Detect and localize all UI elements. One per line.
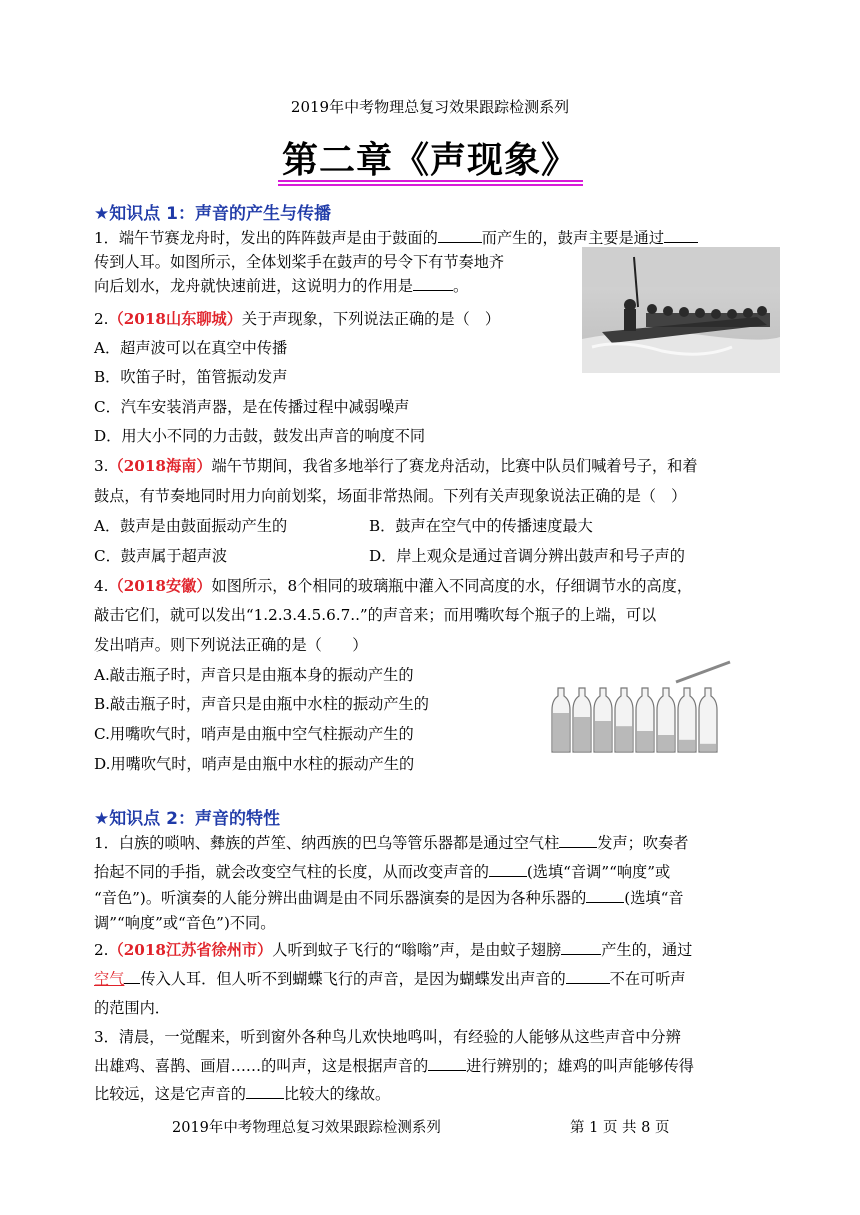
bottle [678, 688, 696, 752]
answer-blank[interactable] [413, 276, 453, 291]
q4-stem: 敲击它们，就可以发出“1.2.3.4.5.6.7..”的声音来；而用嘴吹每个瓶子的上端，可以 [94, 606, 657, 624]
q4-option[interactable]: A.敲击瓶子时，声音只是由瓶本身的振动产生的 [94, 666, 414, 684]
answer-blank[interactable] [489, 862, 527, 877]
s2-q1-line: 调”“响度”或“音色”)不同。 [94, 914, 276, 932]
s2-q1-line: 抬起不同的手指，就会改变空气柱的长度，从而改变声音的 (选填“音调”“响度”或 [94, 863, 671, 881]
footer-title: 2019年中考物理总复习效果跟踪检测系列 [172, 1120, 441, 1136]
answer-blank[interactable] [428, 1056, 466, 1071]
q4-option[interactable]: C.用嘴吹气时，哨声是由瓶中空气柱振动产生的 [94, 725, 414, 743]
s2-q3-line: 3．清晨，一觉醒来，听到窗外各种鸟儿欢快地鸣叫，有经验的人能够从这些声音中分辨 [94, 1028, 681, 1046]
answer-blank[interactable] [246, 1084, 284, 1099]
s2-q3-line: 出雄鸡、喜鹊、画眉……的叫声，这是根据声音的 进行辨别的；雄鸡的叫声能够传得 [94, 1057, 694, 1075]
s2-q2-line: 空气 传入人耳．但人听不到蝴蝶飞行的声音，是因为蝴蝶发出声音的 不在可听声 [94, 970, 686, 988]
s2-q2-line: 的范围内． [94, 999, 170, 1017]
filled-answer: 空气 [94, 970, 125, 988]
q4-stem: 发出哨声。则下列说法正确的是（ ） [94, 636, 368, 654]
q3-option[interactable]: A．鼓声是由鼓面振动产生的 [94, 517, 288, 535]
title-rule [278, 184, 583, 186]
dragon-boat-photo [582, 247, 780, 373]
title-rule [278, 180, 583, 182]
q4-stem: 4.（2018安徽）如图所示，8个相同的玻璃瓶中灌入不同高度的水，仔细调节水的高度， [94, 577, 693, 595]
q1-line: 向后划水，龙舟就快速前进，这说明力的作用是 。 [94, 277, 469, 295]
bottle [636, 688, 654, 752]
answer-blank[interactable] [124, 969, 140, 984]
bottles-figure [548, 660, 738, 758]
q1-line: 1．端午节赛龙舟时，发出的阵阵鼓声是由于鼓面的 而产生的，鼓声主要是通过 [94, 228, 698, 248]
bottle [552, 688, 570, 752]
answer-blank[interactable] [559, 833, 597, 848]
q4-option[interactable]: D.用嘴吹气时，哨声是由瓶中水柱的振动产生的 [94, 755, 415, 773]
bottle [573, 688, 591, 752]
page-number: 第 1 页 共 8 页 [570, 1120, 670, 1136]
striking-rod [676, 662, 730, 682]
answer-blank[interactable] [586, 888, 624, 903]
answer-blank[interactable] [566, 969, 610, 984]
bottle [615, 688, 633, 752]
chapter-title: 第二章《声现象》 [281, 139, 578, 181]
q2-option[interactable]: B．吹笛子时，笛管振动发声 [94, 368, 288, 386]
section-heading: ★知识点 1：声音的产生与传播 [94, 204, 331, 224]
answer-blank[interactable] [561, 940, 601, 955]
q4-option[interactable]: B.敲击瓶子时，声音只是由瓶中水柱的振动产生的 [94, 695, 429, 713]
s2-q2-line: 2.（2018江苏省徐州市）人听到蚊子飞行的“嗡嗡”声，是由蚊子翅膀 产生的，通过 [94, 941, 693, 959]
s2-q1-line: “音色”)。听演奏的人能分辨出曲调是由不同乐器演奏的是因为各种乐器的 (选填“音 [94, 889, 684, 907]
page-header: 2019年中考物理总复习效果跟踪检测系列 [290, 98, 570, 116]
answer-blank[interactable] [664, 228, 698, 243]
q1-line: 传到人耳。如图所示，全体划桨手在鼓声的号令下有节奏地齐 [94, 253, 505, 271]
bottle [699, 688, 717, 752]
q3-option[interactable]: C．鼓声属于超声波 [94, 547, 228, 565]
q3-option[interactable]: B．鼓声在空气中的传播速度最大 [369, 517, 593, 535]
q3-stem: 3.（2018海南）端午节期间，我省多地举行了赛龙舟活动，比赛中队员们喊着号子，和着 [94, 457, 698, 475]
bottle [657, 688, 675, 752]
s2-q1-line: 1．白族的唢呐、彝族的芦笙、纳西族的巴乌等管乐器都是通过空气柱 发声；吹奏者 [94, 834, 689, 852]
bottle [594, 688, 612, 752]
answer-blank[interactable] [438, 228, 482, 243]
q2-option[interactable]: C．汽车安装消声器，是在传播过程中减弱噪声 [94, 398, 410, 416]
q2-stem: 2.（2018山东聊城）关于声现象，下列说法正确的是（ ） [94, 310, 501, 328]
q3-option[interactable]: D．岸上观众是通过音调分辨出鼓声和号子声的 [369, 547, 685, 565]
q2-option[interactable]: A．超声波可以在真空中传播 [94, 339, 288, 357]
q3-stem: 鼓点，有节奏地同时用力向前划桨，场面非常热闹。下列有关声现象说法正确的是（ ） [94, 487, 687, 505]
section-heading: ★知识点 2：声音的特性 [94, 809, 280, 829]
q2-option[interactable]: D．用大小不同的力击鼓，鼓发出声音的响度不同 [94, 427, 426, 445]
s2-q3-line: 比较远，这是它声音的 比较大的缘故。 [94, 1085, 391, 1103]
